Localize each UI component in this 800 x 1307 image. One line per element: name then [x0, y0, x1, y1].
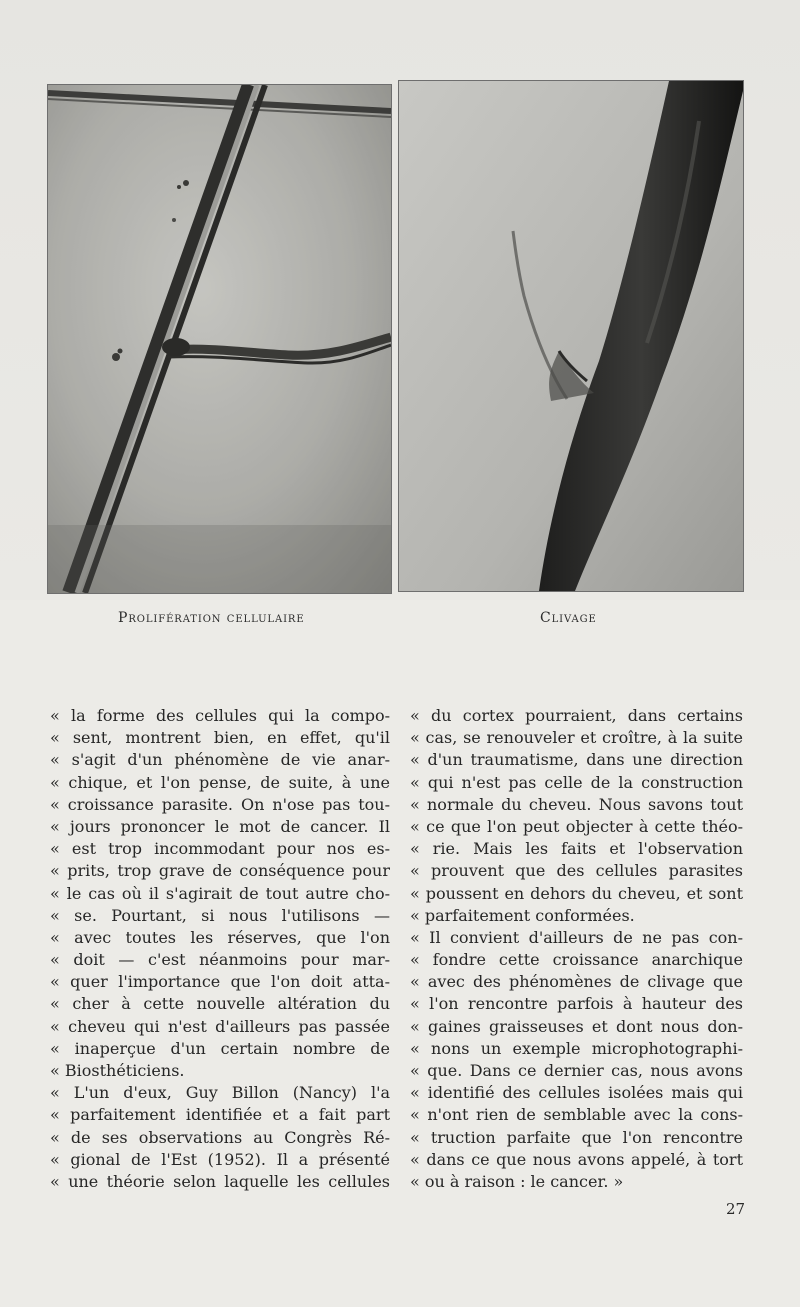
text-line: « quer l'importance que l'on doit atta- [50, 972, 390, 992]
text-column-left [50, 705, 390, 1193]
text-line: « gaines graisseuses et dont nous don- [410, 1016, 743, 1036]
text-line: « n'ont rien de semblable avec la cons- [410, 1105, 743, 1125]
text-line: « ce que l'on peut objecter à cette théo- [410, 816, 743, 836]
text-line: « parfaitement identifiée et a fait part [50, 1105, 390, 1125]
text-line: « le cas où il s'agirait de tout autre cho- [50, 883, 390, 903]
text-line: « est trop incommodant pour nos es- [50, 839, 390, 859]
photo-cleavage [398, 80, 744, 592]
text-line: « ou à raison : le cancer. » [410, 1171, 624, 1191]
text-line: « chique, et l'on pense, de suite, à une [50, 772, 390, 792]
text-line: « croissance parasite. On n'ose pas tou- [50, 794, 390, 814]
caption-cellular-proliferation: Prolifération cellulaire [118, 610, 305, 626]
text-line: « identifié des cellules isolées mais qui [410, 1083, 743, 1103]
text-line: « s'agit d'un phénomène de vie anar- [50, 750, 390, 770]
text-line: « du cortex pourraient, dans certains [410, 706, 743, 725]
text-column-right [410, 705, 743, 1193]
text-line: « prouvent que des cellules parasites [410, 861, 743, 881]
text-line: « nons un exemple microphotographi- [410, 1038, 743, 1058]
text-line: « sent, montrent bien, en effet, qu'il [50, 728, 390, 748]
text-line: « cher à cette nouvelle altération du [50, 994, 390, 1014]
text-line: « gional de l'Est (1952). Il a présenté [50, 1149, 390, 1169]
text-line: « rie. Mais les faits et l'observation [410, 839, 743, 859]
text-line: « doit — c'est néanmoins pour mar- [50, 950, 390, 970]
photo-cellular-proliferation [47, 84, 392, 594]
text-line: « fondre cette croissance anarchique [410, 950, 743, 970]
caption-cleavage: Clivage [540, 610, 597, 626]
text-line: « qui n'est pas celle de la construction [410, 772, 743, 792]
text-line: « d'un traumatisme, dans une direction [410, 750, 743, 770]
text-line: « normale du cheveu. Nous savons tout [410, 794, 743, 814]
text-line: « jours prononcer le mot de cancer. Il [50, 816, 390, 836]
text-line: « avec des phénomènes de clivage que [410, 972, 743, 992]
text-line: « que. Dans ce dernier cas, nous avons [410, 1061, 743, 1080]
text-line: « prits, trop grave de conséquence pour [50, 861, 390, 881]
text-line: « cas, se renouveler et croître, à la suite [410, 728, 743, 748]
text-line: « la forme des cellules qui la compo- [50, 706, 390, 725]
text-line: « de ses observations au Congrès Ré- [50, 1127, 390, 1147]
text-line: « inaperçue d'un certain nombre de [50, 1038, 390, 1058]
text-line: « dans ce que nous avons appelé, à tort [410, 1149, 743, 1169]
text-line: « poussent en dehors du cheveu, et sont [410, 883, 743, 903]
text-line: « se. Pourtant, si nous l'utilisons — [50, 905, 390, 925]
text-line: « cheveu qui n'est d'ailleurs pas passée [50, 1016, 390, 1036]
micrograph-proliferation [48, 85, 391, 593]
text-line: « Biosthéticiens. [50, 1061, 185, 1080]
text-line: « une théorie selon laquelle les cellules [50, 1171, 390, 1191]
text-line: « parfaitement conformées. [410, 905, 635, 925]
text-line: « avec toutes les réserves, que l'on [50, 927, 390, 947]
page-number: 27 [726, 1200, 746, 1218]
text-line: « truction parfaite que l'on rencontre [410, 1127, 743, 1147]
text-line: « Il convient d'ailleurs de ne pas con- [410, 927, 743, 947]
text-line: « l'on rencontre parfois à hauteur des [410, 994, 743, 1014]
micrograph-cleavage [399, 81, 743, 591]
text-line: « L'un d'eux, Guy Billon (Nancy) l'a [50, 1083, 390, 1103]
